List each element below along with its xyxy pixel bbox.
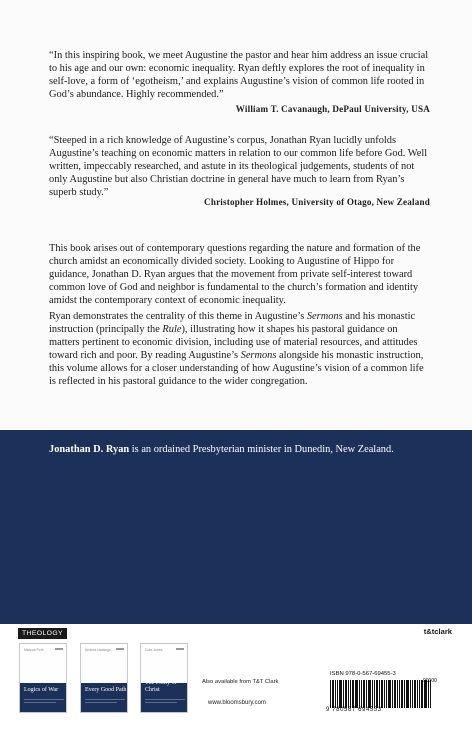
barcode-bar	[417, 680, 418, 708]
barcode-bar	[355, 680, 358, 708]
barcode-bar	[386, 680, 387, 708]
barcode-bar	[361, 680, 362, 708]
barcode-bar	[428, 680, 429, 708]
endorsement-attribution-2: Christopher Holmes, University of Otago, New Zealand	[204, 197, 430, 207]
endorsement-attribution-1: William T. Cavanaugh, DePaul University, USA	[235, 104, 430, 114]
related-book-title: Logics of War	[24, 686, 59, 693]
barcode-bar	[376, 680, 378, 708]
description-paragraph-1: This book arises out of contemporary questions regarding the nature and formation of the church amidst an economically divided society. Looking to Augustine of Hippo for guidance, Jonathan D. Ryan argues that the movement from private self-interest toward common love of God and neighbor is fundamental to the church’s formation and identity amidst the contemporary context of economic inequality.	[49, 243, 421, 307]
publisher-logo: t&tclark	[423, 627, 452, 636]
barcode-bar	[330, 680, 331, 708]
barcode-bar	[421, 680, 423, 708]
barcode-bar	[399, 680, 400, 708]
barcode-bar	[388, 680, 391, 708]
barcode-bar	[366, 680, 367, 708]
barcode-bar	[404, 680, 405, 708]
barcode-bar	[379, 680, 380, 708]
barcode-bar	[394, 680, 396, 708]
barcode-bar	[374, 680, 375, 708]
barcode-bar	[401, 680, 403, 708]
barcode-bar	[368, 680, 371, 708]
barcode-bar	[384, 680, 385, 708]
barcode-bar	[363, 680, 365, 708]
related-book-title: The Polity of Christ	[145, 680, 177, 693]
barcode-number: 9 780567 694553	[326, 707, 382, 713]
category-label: THEOLOGY	[18, 628, 67, 639]
related-book-author: Andrea Hastings	[85, 648, 111, 652]
related-book-author: Marcus Pohl	[24, 648, 44, 652]
barcode-bar	[430, 680, 431, 708]
isbn-text: ISBN 978-0-567-69455-3	[330, 671, 396, 677]
barcode-bar	[339, 680, 342, 708]
barcode-bar	[419, 680, 420, 708]
related-book-3[interactable]	[140, 643, 188, 713]
endorsement-quote-1: “In this inspiring book, we meet Augustine the pastor and hear him address an issue crucial to his age and our own: economic inequality. Ryan deftly explores the root of inequality in self-love, a form of ‘egotheism,’ and explains Augustine’s vision of common life rooted in God’s abundance. Highly recommended.”	[49, 50, 429, 101]
barcode-bar	[350, 680, 351, 708]
barcode-bar	[335, 680, 336, 708]
also-available-text: Also available from T&T Clark	[202, 679, 279, 685]
barcode-bar	[372, 680, 373, 708]
description-paragraph-2: Ryan demonstrates the centrality of this theme in Augustine’s Sermons and his monastic instruction (principally the Rule), illustrating how it shapes his pastoral guidance on matters pertinent to economic division, including use of material resources, and attitudes toward rich and poor. By reading Augustine’s Sermons alongside his monastic instruction, this volume allows for a closer understanding of how Augustine’s vision of a common life is reflected in his pastoral guidance to the wider congregation.	[49, 311, 424, 388]
barcode-bar	[352, 680, 354, 708]
barcode-bar	[332, 680, 334, 708]
related-book-1[interactable]	[19, 643, 67, 713]
related-book-title: Every Good Path	[85, 686, 127, 693]
barcode-bar	[359, 680, 360, 708]
barcode-bar	[381, 680, 383, 708]
website-link[interactable]: www.bloomsbury.com	[208, 700, 266, 706]
barcode-bar	[406, 680, 409, 708]
barcode-graphic	[330, 680, 446, 708]
barcode-bar	[392, 680, 393, 708]
author-name: Jonathan D. Ryan	[49, 444, 130, 455]
barcode-bar	[410, 680, 411, 708]
barcode-bar	[412, 680, 413, 708]
endorsement-quote-2: “Steeped in a rich knowledge of Augustine’s corpus, Jonathan Ryan lucidly unfolds Augustine’s teaching on economic matters in relation to our common life before God. Well written, impeccably researched, and astute in its theological judgements, students of not only Augustine but also Christian doctrine in general have much to learn from Ryan’s superb study.”	[49, 135, 428, 199]
barcode-bar	[397, 680, 398, 708]
barcode-bar	[348, 680, 349, 708]
author-bio: Jonathan D. Ryan is an ordained Presbyterian minister in Dunedin, New Zealand.	[49, 444, 394, 455]
barcode-bar	[343, 680, 344, 708]
barcode-addon: 90000	[423, 678, 437, 684]
barcode-bar	[345, 680, 347, 708]
barcode-bar	[424, 680, 427, 708]
barcode-bar	[337, 680, 338, 708]
barcode-bar	[414, 680, 416, 708]
related-book-author: Cole Jones	[145, 648, 163, 652]
related-book-2[interactable]	[80, 643, 128, 713]
